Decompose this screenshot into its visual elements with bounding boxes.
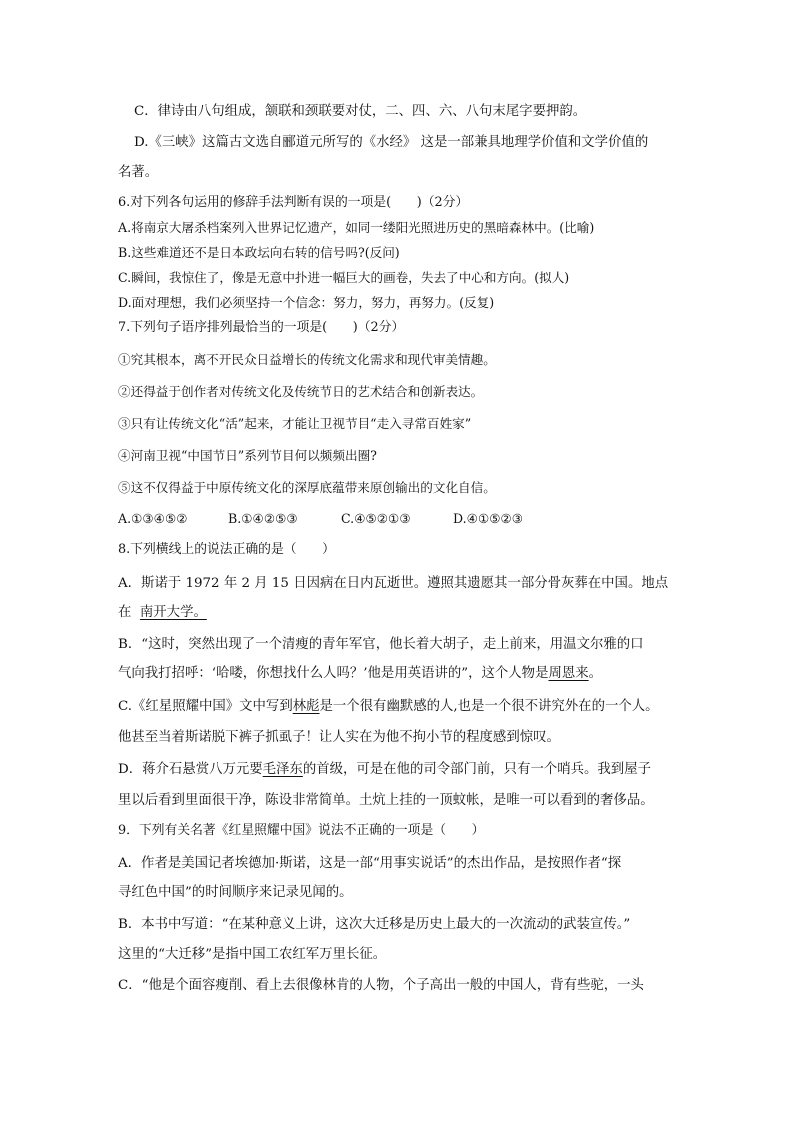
text-segment: C.《红星照耀中国》文中写到 <box>118 699 293 714</box>
question-6-option-b: B.这些难道还不是日本政坛向右转的信号吗?(反问) <box>118 245 400 260</box>
option-c-line: C．律诗由八句组成，颔联和颈联要对仗，二、四、六、八句末尾字要押韵。 <box>134 104 587 119</box>
question-9: 9．下列有关名著《红星照耀中国》说法不正确的一项是（ ） <box>118 823 485 838</box>
question-6-option-d: D.面对理想，我们必须坚持一个信念：努力，努力，再努力。(反复) <box>118 295 495 310</box>
question-9-option-c-line-1: C．“他是个面容瘦削、看上去很像林肯的人物，个子高出一般的中国人，背有些驼，一头 <box>118 978 644 993</box>
question-8-option-b-line-1: B．“这时，突然出现了一个清瘦的青年军官，他长着大胡子，走上前来，用温文尔雅的口 <box>118 637 644 652</box>
question-8-option-d-line-2: 里以后看到里面很干净，陈设非常简单。土炕上挂的一顶蚊帐，是唯一可以看到的奢侈品。 <box>118 793 654 808</box>
question-8: 8.下列横线上的说法正确的是（ ） <box>118 542 335 557</box>
underlined-answer: 周恩来 <box>548 666 589 681</box>
text-segment: 在 <box>118 605 140 620</box>
sentence-2: ②还得益于创作者对传统文化及传统节日的艺术结合和创新表达。 <box>118 384 484 399</box>
text-segment: 。 <box>588 666 603 681</box>
underlined-answer: 林彪 <box>292 699 320 714</box>
question-8-option-c-line-1 <box>118 700 659 713</box>
text-segment: D．蒋介石悬赏八万元要 <box>118 762 263 777</box>
sentence-5: ⑤这不仅得益于中原传统文化的深厚底蕴带来原创输出的文化自信。 <box>118 480 496 495</box>
question-8-option-b-line-2 <box>118 667 602 680</box>
question-7-option-c: C.④⑤②①③ <box>341 511 411 526</box>
question-7: 7.下列句子语序排列最恰当的一项是( )（2分） <box>118 320 405 335</box>
question-6-option-a: A.将南京大屠杀档案列入世界记忆遗产，如同一缕阳光照进历史的黑暗森林中。(比喻) <box>118 220 595 235</box>
text-segment: 的首级，可是在他的司令部门前，只有一个哨兵。我到屋子 <box>302 762 651 777</box>
question-6: 6.对下列各句运用的修辞手法判断有误的一项是( )（2分） <box>118 195 469 210</box>
question-7-option-a: A.①③④⑤② <box>118 511 188 526</box>
question-9-option-a-line-2: 寻红色中国”的时间顺序来记录见闻的。 <box>118 885 353 900</box>
sentence-4: ④河南卫视“中国节日”系列节目何以频频出圈? <box>118 448 377 463</box>
question-7-option-b: B.①④②⑤③ <box>228 511 298 526</box>
sentence-3: ③只有让传统文化“活”起来，才能让卫视节目“走入寻常百姓家” <box>118 416 472 431</box>
text-segment: 是一个很有幽默感的人,也是一个很不讲究外在的一个人。 <box>319 699 659 714</box>
question-7-option-d: D.④①⑤②③ <box>453 511 524 526</box>
question-6-option-c: C.瞬间，我惊住了，像是无意中扑进一幅巨大的画卷，失去了中心和方向。(拟人) <box>118 270 570 285</box>
option-d-line-2: 名著。 <box>118 165 159 180</box>
question-8-option-d-line-1 <box>118 763 651 776</box>
underlined-answer: 南开大学。 <box>139 605 207 620</box>
question-9-option-b-line-1: B．本书中写道：“在某种意义上讲，这次大迁移是历史上最大的一次流动的武装宣传。” <box>118 917 631 932</box>
text-segment: 气向我打招呼：‘哈喽，你想找什么人吗？’他是用英语讲的”，这个人物是 <box>118 666 549 681</box>
option-d-line-1: D.《三峡》这篇古文选自郦道元所写的《水经》 这是一部兼具地理学价值和文学价值的 <box>134 135 649 150</box>
question-8-option-c-line-2: 他甚至当着斯诺脱下裤子抓虱子！让人实在为他不拘小节的程度感到惊叹。 <box>118 730 560 745</box>
question-9-option-a-line-1: A．作者是美国记者埃德加·斯诺，这是一部“用事实说话”的杰出作品，是按照作者“探 <box>118 856 622 871</box>
underlined-answer: 毛泽东 <box>262 762 303 777</box>
question-9-option-b-line-2: 这里的“大迁移”是指中国工农红军万里长征。 <box>118 947 387 962</box>
sentence-1: ①究其根本，离不开民众日益增长的传统文化需求和现代审美情趣。 <box>118 352 496 367</box>
question-8-option-a-line-1: A．斯诺于 1972 年 2 月 15 日因病在日内瓦逝世。遵照其遗愿其一部分骨灰葬在中国。地点 <box>118 576 669 591</box>
question-8-option-a-line-2 <box>118 606 207 619</box>
